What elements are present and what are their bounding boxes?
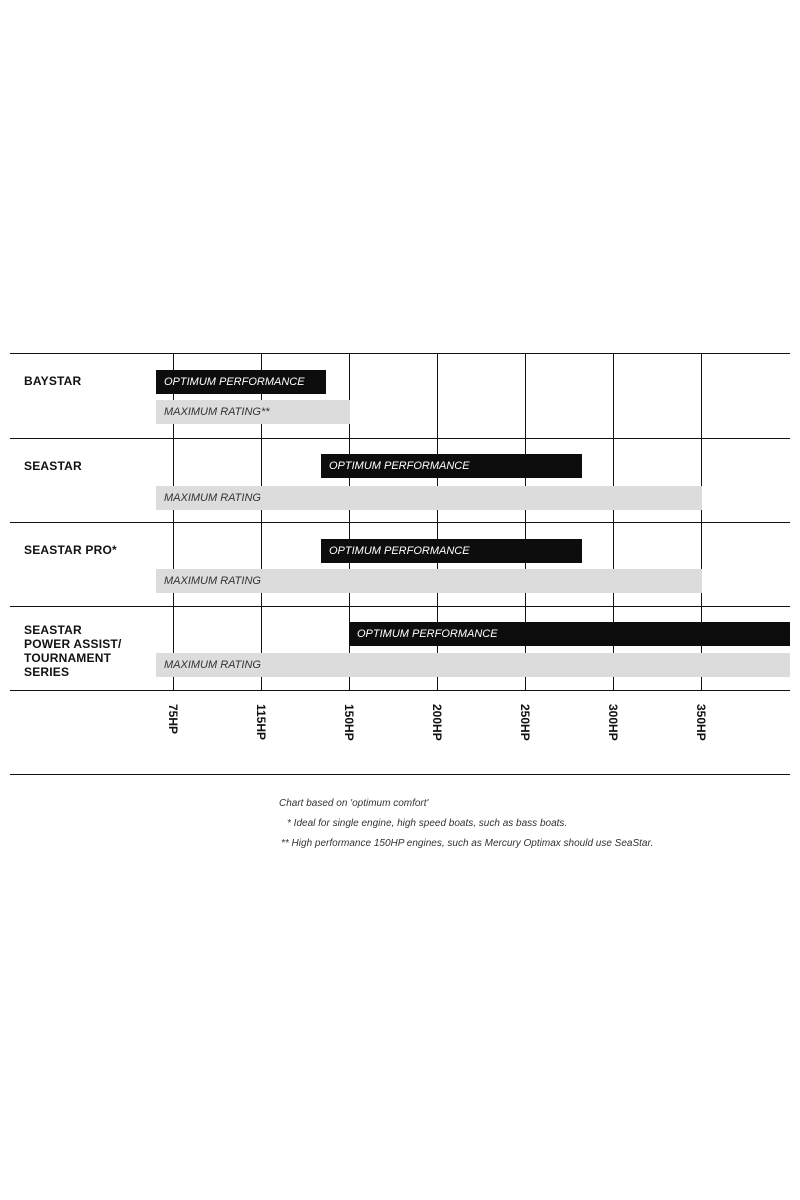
row-label-seastar: SEASTAR xyxy=(24,459,82,473)
bar-power-assist-maximum: MAXIMUM RATING xyxy=(156,653,790,677)
chart-bottom-line xyxy=(10,690,790,691)
tick-label-115hp: 115HP xyxy=(254,704,268,741)
bar-baystar-optimum: OPTIMUM PERFORMANCE xyxy=(156,370,326,394)
row-label-seastar-power-assist: SEASTAR POWER ASSIST/ TOURNAMENT SERIES xyxy=(24,623,122,679)
row-divider xyxy=(10,353,790,354)
row-label-seastar-pro: SEASTAR PRO* xyxy=(24,543,117,557)
note-chart-basis: Chart based on 'optimum comfort' xyxy=(279,798,429,809)
tick-label-75hp: 75HP xyxy=(166,704,180,735)
tick-label-350hp: 350HP xyxy=(694,704,708,741)
chart-notes xyxy=(279,794,653,854)
tick-label-200hp: 200HP xyxy=(430,704,444,741)
bar-baystar-maximum: MAXIMUM RATING** xyxy=(156,400,350,424)
row-divider xyxy=(10,438,790,439)
bar-seastar-pro-maximum: MAXIMUM RATING xyxy=(156,569,702,593)
note-single-asterisk: * Ideal for single engine, high speed boats, such as bass boats. xyxy=(287,818,568,829)
tick-label-300hp: 300HP xyxy=(606,704,620,741)
row-divider xyxy=(10,606,790,607)
section-bottom-line xyxy=(10,774,790,775)
bar-seastar-maximum: MAXIMUM RATING xyxy=(156,486,702,510)
note-double-asterisk: ** High performance 150HP engines, such as Mercury Optimax should use SeaStar. xyxy=(281,838,654,849)
bar-seastar-pro-optimum: OPTIMUM PERFORMANCE xyxy=(321,539,582,563)
tick-label-150hp: 150HP xyxy=(342,704,356,741)
bar-seastar-optimum: OPTIMUM PERFORMANCE xyxy=(321,454,582,478)
bar-power-assist-optimum: OPTIMUM PERFORMANCE xyxy=(349,622,790,646)
tick-label-250hp: 250HP xyxy=(518,704,532,741)
row-divider xyxy=(10,522,790,523)
row-label-baystar: BAYSTAR xyxy=(24,374,82,388)
